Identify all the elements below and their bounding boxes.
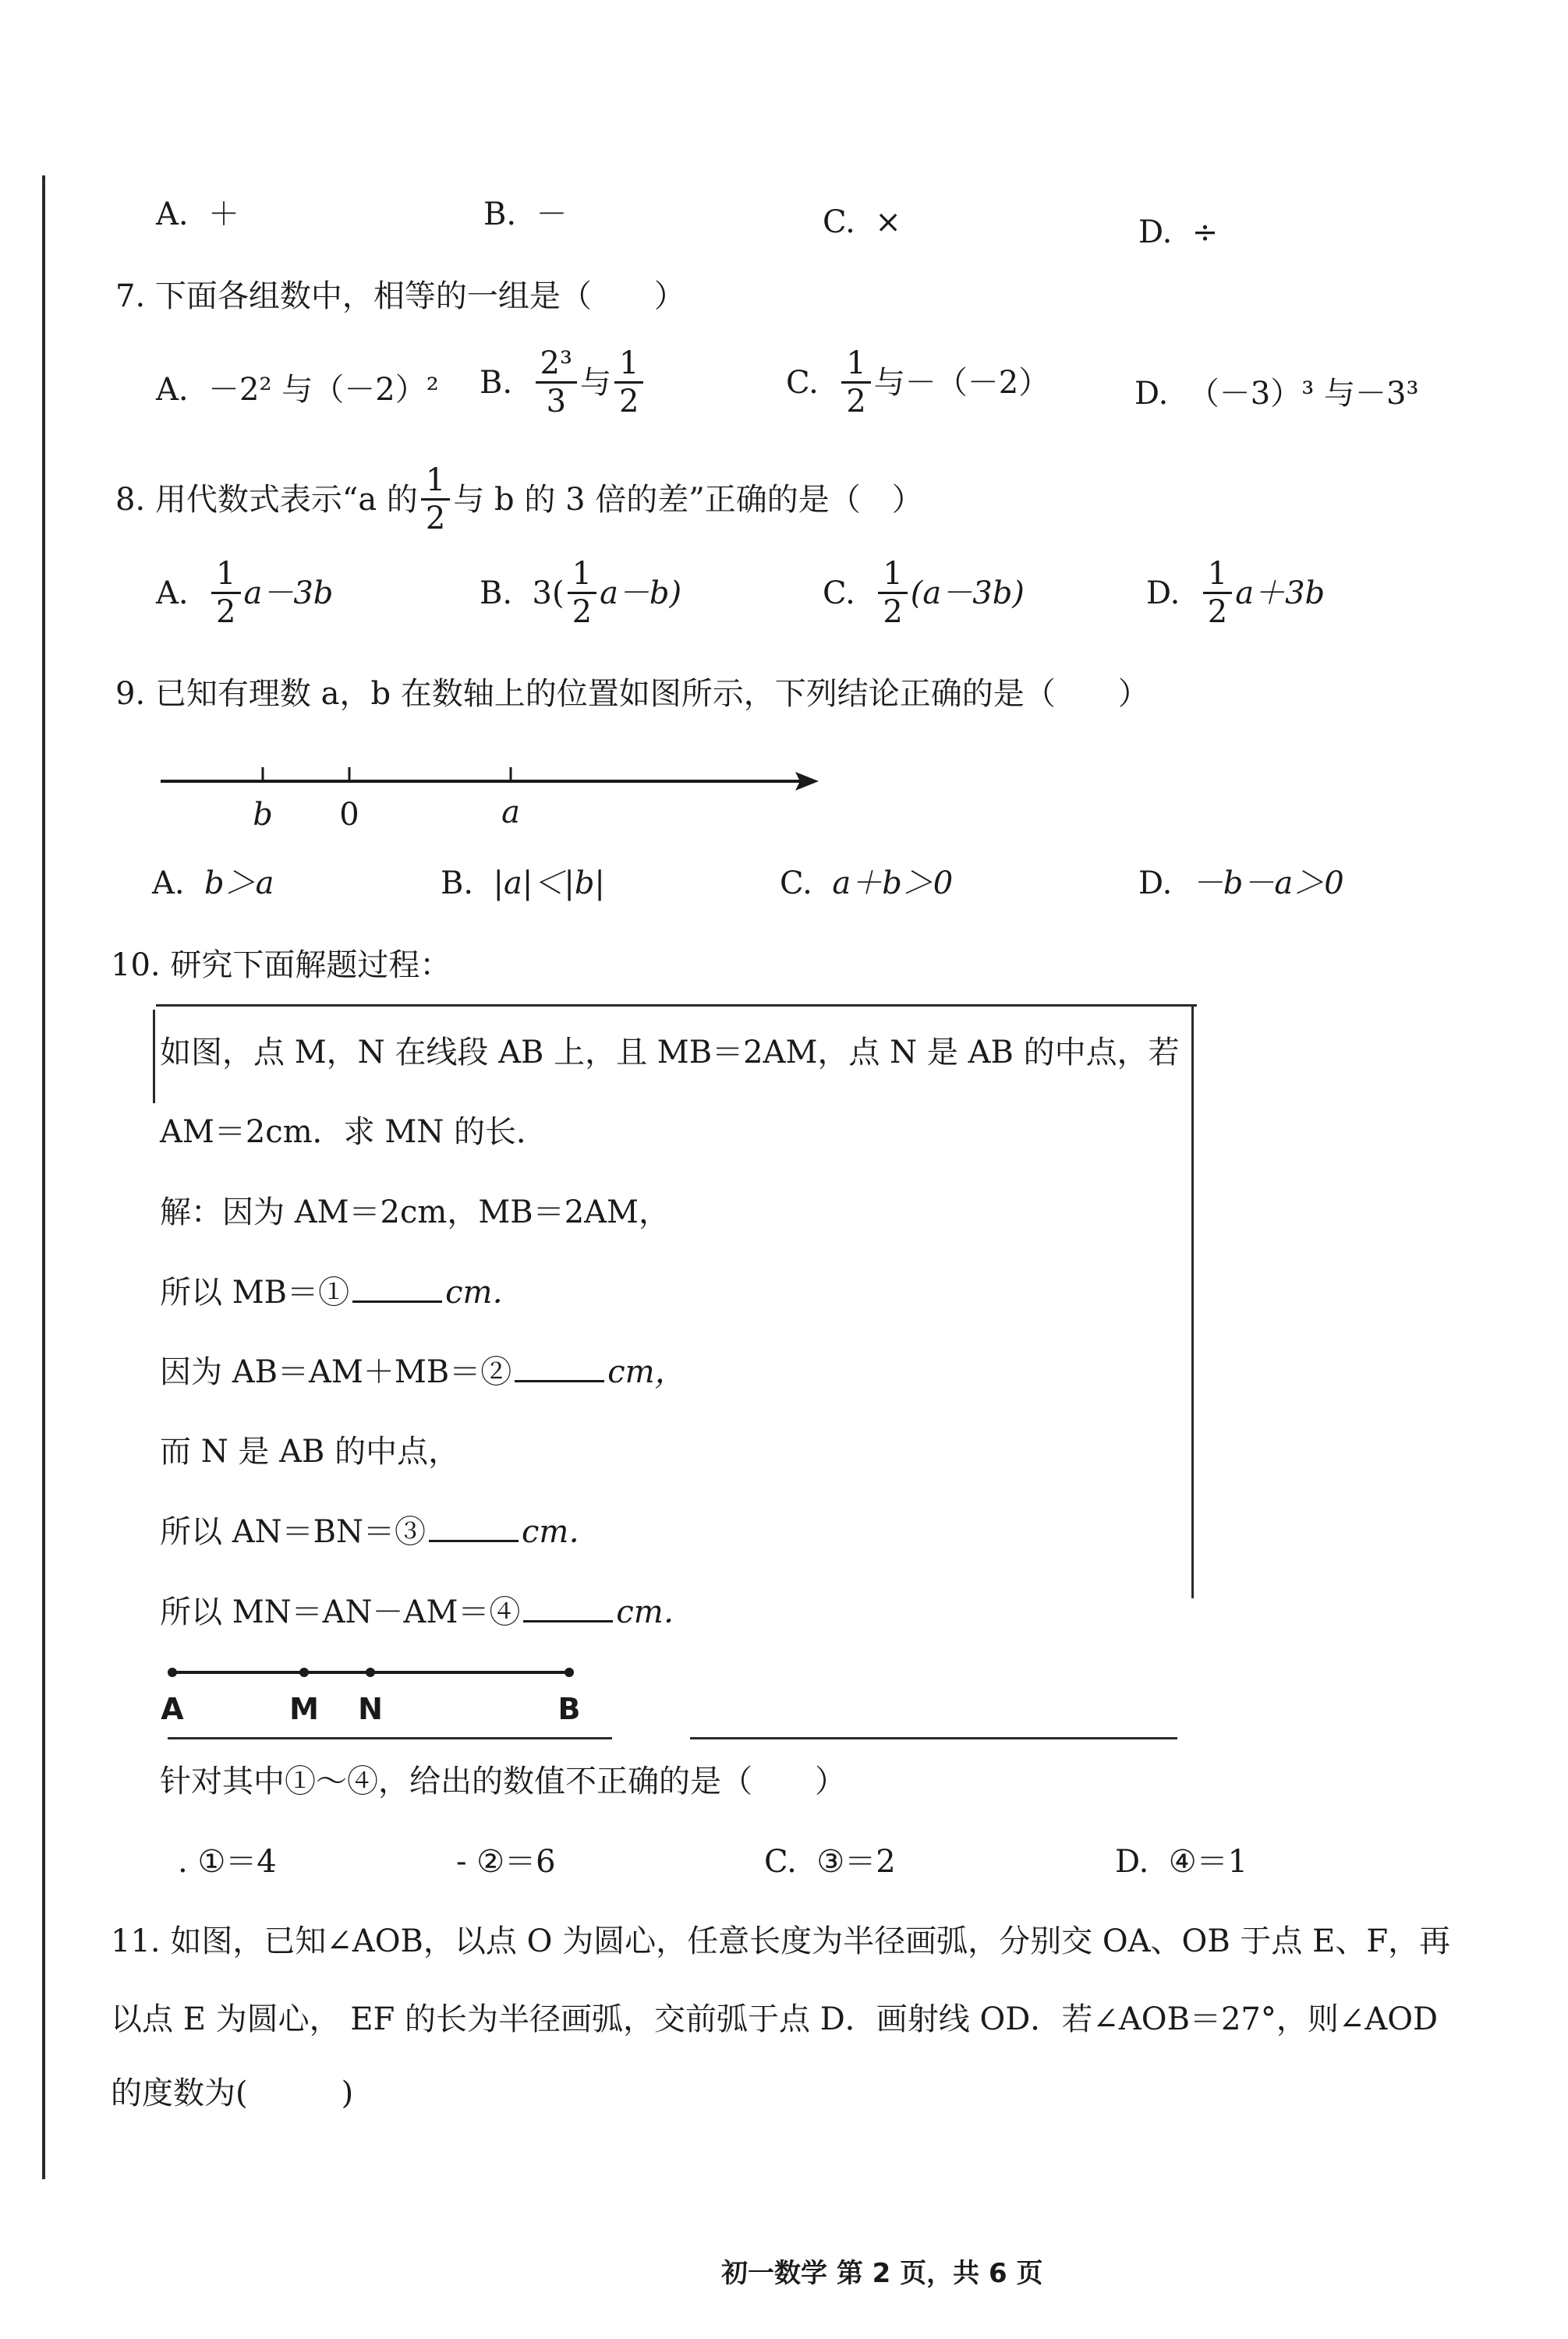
q7-option-d[interactable]: D. （－3）³ 与－3³ (1134, 376, 1419, 412)
q7-option-c[interactable]: C. $\frac{1}{2}$ 与－（－2） (786, 345, 1050, 419)
q7-c-fraction: $\frac{1}{2}$ (841, 347, 870, 418)
box-bottom-border-left (168, 1737, 612, 1739)
q10-fill-5: 所以 MN＝AN－AM＝④ cm． (160, 1594, 695, 1630)
q8-a-fraction: $\frac{1}{2}$ (211, 557, 240, 628)
q7-b-fraction-2: $\frac{1}{2}$ (614, 347, 643, 418)
blank-1[interactable] (352, 1277, 442, 1303)
q11-line-2: 以点 E 为圆心， EF 的长为半径画弧，交前弧于点 D．画射线 OD．若∠AOB＝27°，则∠AOD (111, 2001, 1439, 2037)
q8-stem: 8. 用代数式表示“a 的 $\frac{1}{2}$ 与 b 的 3 倍的差”正确的是（ ） (115, 462, 923, 536)
q10-option-a[interactable]: . ①＝4 (178, 1844, 277, 1880)
q6-option-c[interactable]: C. × (823, 204, 901, 240)
segment-label-a: A (161, 1692, 184, 1726)
q7-b-fraction: $\frac{\text{2³}}{3}$ (536, 347, 577, 418)
q6-option-a[interactable]: A. ＋ (156, 196, 240, 232)
blank-2[interactable] (515, 1357, 604, 1382)
q10-problem-line-2: AM＝2cm．求 MN 的长． (160, 1114, 548, 1150)
q11-line-3: 的度数为( ) (111, 2075, 354, 2111)
point-n (366, 1668, 375, 1677)
q10-option-b[interactable]: - ②＝6 (456, 1844, 556, 1880)
segment-label-n: N (358, 1692, 383, 1726)
q10-solution-intro: 解：因为 AM＝2cm，MB＝2AM， (160, 1194, 670, 1230)
q7-option-b[interactable]: B. $\frac{\text{2³}}{3}$ 与 $\frac{1}{2}$ (480, 347, 646, 418)
box-right-border (1191, 1006, 1194, 1598)
q10-fill-1: 所以 MB＝① cm． (160, 1275, 524, 1311)
q10-fill-4: 所以 AN＝BN＝③ cm． (160, 1514, 600, 1550)
q10-problem-line-1: 如图，点 M，N 在线段 AB 上，且 MB＝2AM，点 N 是 AB 的中点，若 (160, 1035, 1180, 1070)
axis-label-a: a (501, 794, 520, 830)
q7-option-a[interactable]: A. －2² 与（－2）² (156, 372, 439, 408)
q8-option-a[interactable]: A. $\frac{1}{2}$ a－3b (156, 556, 334, 630)
q6-option-d[interactable]: D. ÷ (1138, 214, 1219, 250)
blank-3[interactable] (429, 1516, 519, 1542)
box-top-border (156, 1004, 1197, 1007)
q10-option-d[interactable]: D. ④＝1 (1115, 1844, 1248, 1880)
q10-segment-figure (156, 1657, 593, 1727)
q6-option-b[interactable]: B. － (483, 196, 568, 232)
q10-fill-2: 因为 AB＝AM＋MB＝② cm， (160, 1354, 686, 1390)
q9-option-d[interactable]: D. －b－a＞0 (1138, 865, 1344, 901)
q9-option-b[interactable]: B. |a|＜|b| (441, 865, 605, 901)
q8-c-fraction: $\frac{1}{2}$ (878, 557, 907, 628)
left-margin-line (42, 175, 45, 2179)
q8-option-b[interactable]: B. 3( $\frac{1}{2}$ a－b) (480, 556, 682, 630)
page-footer: 初一数学 第 2 页，共 6 页 (721, 2258, 1043, 2289)
q10-stem: 10. 研究下面解题过程： (111, 947, 451, 983)
axis-label-zero: 0 (339, 797, 359, 833)
blank-4[interactable] (523, 1597, 613, 1622)
q10-fill-3: 而 N 是 AB 的中点， (160, 1434, 460, 1470)
box-left-border (153, 1010, 155, 1103)
q8-stem-fraction: $\frac{1}{2}$ (421, 464, 450, 535)
q9-option-a[interactable]: A. b＞a (152, 865, 274, 901)
box-bottom-border-right (690, 1737, 1177, 1739)
point-m (299, 1668, 309, 1677)
q8-d-fraction: $\frac{1}{2}$ (1203, 557, 1232, 628)
segment-label-b: B (557, 1692, 581, 1726)
q8-option-c[interactable]: C. $\frac{1}{2}$ (a－3b) (823, 556, 1025, 630)
q9-option-c[interactable]: C. a＋b＞0 (780, 865, 954, 901)
segment-label-m: M (289, 1692, 319, 1726)
q8-option-d[interactable]: D. $\frac{1}{2}$ a＋3b (1146, 556, 1326, 630)
point-b (565, 1668, 574, 1677)
q10-question: 针对其中①～④，给出的数值不正确的是（ ） (160, 1764, 846, 1799)
point-a (168, 1668, 177, 1677)
q7-stem: 7. 下面各组数中，相等的一组是（ ） (115, 278, 685, 314)
q11-line-1: 11. 如图，已知∠AOB，以点 O 为圆心，任意长度为半径画弧，分别交 OA、OB 于点 E、F，再 (111, 1923, 1451, 1959)
q9-number-line (148, 748, 834, 834)
axis-label-b: b (253, 797, 273, 833)
q10-option-c[interactable]: C. ③＝2 (764, 1844, 896, 1880)
q8-b-fraction: $\frac{1}{2}$ (568, 557, 596, 628)
q9-stem: 9. 已知有理数 a，b 在数轴上的位置如图所示，下列结论正确的是（ ） (115, 676, 1149, 712)
